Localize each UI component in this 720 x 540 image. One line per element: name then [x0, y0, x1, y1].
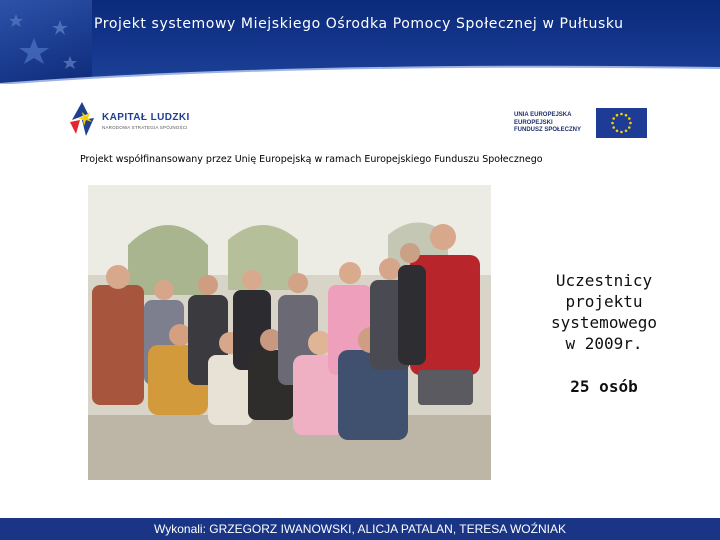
- kapital-ludzki-subtitle: NARODOWA STRATEGIA SPÓJNOŚCI: [102, 125, 188, 130]
- participants-caption: [532, 270, 676, 354]
- kapital-ludzki-title: KAPITAŁ LUDZKI: [102, 112, 190, 123]
- participants-line-1: Uczestnicy: [555, 271, 653, 290]
- footer-bar: [0, 518, 720, 540]
- eu-logo-text: [514, 112, 592, 135]
- kapital-ludzki-logo: [66, 100, 206, 138]
- group-photo: [88, 185, 491, 480]
- eu-logo: [514, 106, 650, 140]
- participants-count: 25 osób: [570, 377, 638, 396]
- participants-line-3: systemowego: [551, 313, 657, 332]
- authors-credit: Wykonali: GRZEGORZ IWANOWSKI, ALICJA PATALAN, TERESA WOŹNIAK: [154, 522, 566, 536]
- cofinance-note: Projekt współfinansowany przez Unię Europejską w ramach Europejskiego Funduszu Społecznego: [80, 154, 543, 165]
- eu-flag-icon: [596, 108, 647, 138]
- kapital-ludzki-emblem-icon: [66, 100, 100, 138]
- eu-logo-line2: EUROPEJSKI: [514, 119, 553, 126]
- eu-logo-line3: FUNDUSZ SPOŁECZNY: [514, 127, 582, 133]
- group-photo-image: [88, 185, 491, 480]
- eu-logo-line1: UNIA EUROPEJSKA: [514, 112, 572, 118]
- header-banner: [0, 0, 720, 84]
- header-swoosh-decoration: [0, 62, 720, 84]
- participants-line-4: w 2009r.: [565, 334, 643, 353]
- page-title: Projekt systemowy Miejskiego Ośrodka Pomocy Społecznej w Pułtusku: [94, 16, 624, 32]
- participants-line-2: projektu: [565, 292, 643, 311]
